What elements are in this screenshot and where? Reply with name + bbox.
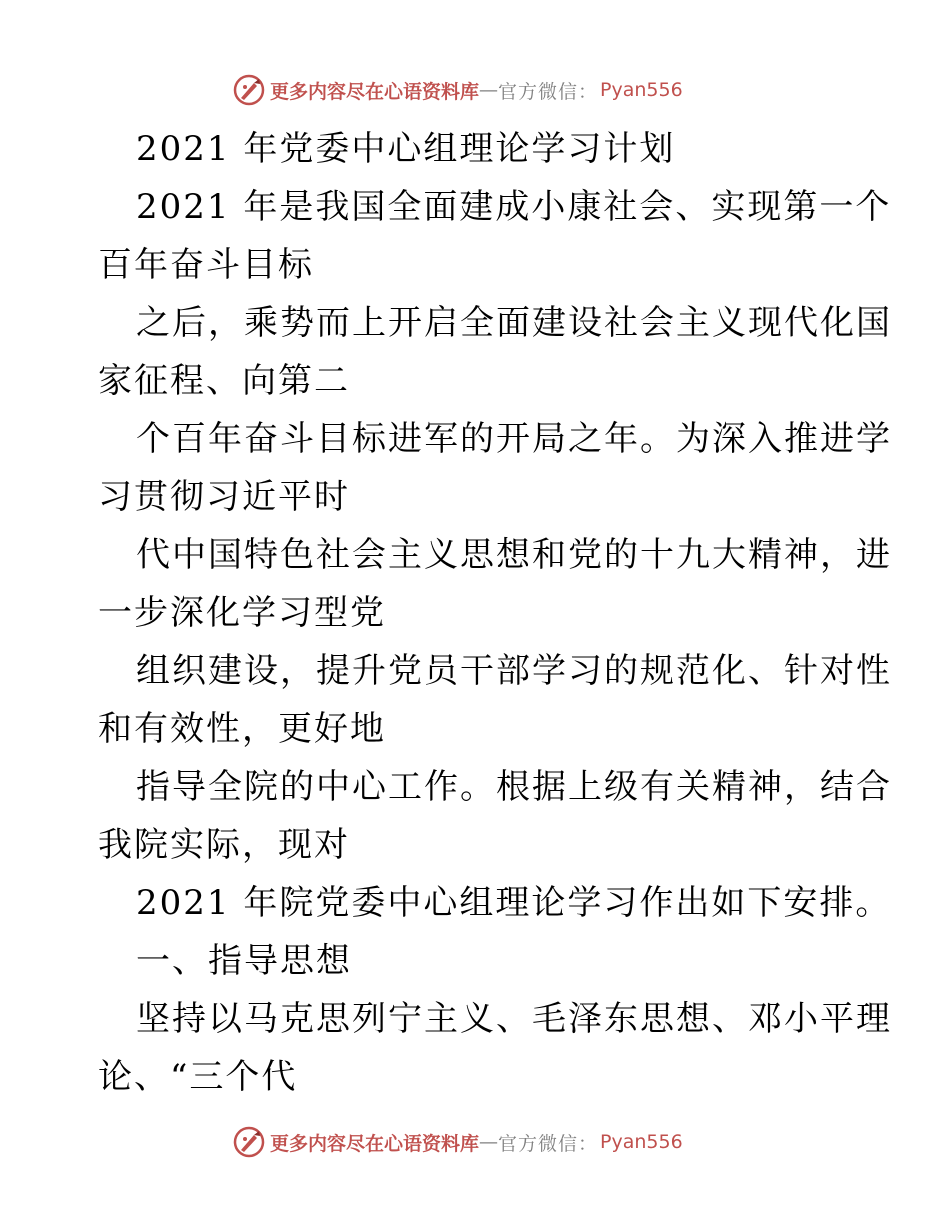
watermark-wechat-id: Pyan556 — [600, 79, 683, 101]
paragraph-line: 论、“三个代 — [98, 1057, 298, 1097]
paragraph-line: 个百年奋斗目标进军的开局之年。为深入推进学 — [136, 419, 892, 459]
paragraph-line: 家征程、向第二 — [98, 361, 350, 401]
watermark-text: 更多内容尽在心语资料库 — [270, 1132, 480, 1155]
paragraph-line: 和有效性，更好地 — [98, 709, 386, 749]
document-title: 2021 年党委中心组理论学习计划 — [136, 129, 676, 169]
watermark-separator: — — [479, 1131, 499, 1153]
paragraph-line: 一步深化学习型党 — [98, 593, 386, 633]
paragraph-line: 代中国特色社会主义思想和党的十九大精神，进 — [136, 535, 892, 575]
paragraph-line: 指导全院的中心工作。根据上级有关精神，结合 — [136, 767, 892, 807]
header-watermark — [232, 70, 683, 110]
paragraph-line: 之后，乘势而上开启全面建设社会主义现代化国 — [136, 303, 892, 343]
paragraph-line: 百年奋斗目标 — [98, 245, 314, 285]
paragraph-line: 习贯彻习近平时 — [98, 477, 350, 517]
quill-logo-icon — [232, 73, 266, 107]
section-heading: 一、指导思想 — [136, 941, 352, 981]
footer-watermark — [232, 1122, 683, 1162]
paragraph-line: 2021 年是我国全面建成小康社会、实现第一个 — [136, 187, 892, 227]
paragraph-line: 2021 年院党委中心组理论学习作出如下安排。 — [136, 883, 892, 923]
watermark-official-label: 官方微信： — [498, 1132, 599, 1155]
watermark-wechat-id: Pyan556 — [600, 1131, 683, 1153]
paragraph-line: 坚持以马克思列宁主义、毛泽东思想、邓小平理 — [136, 999, 892, 1039]
document-body — [98, 120, 892, 1106]
watermark-official-label: 官方微信： — [498, 80, 599, 103]
watermark-separator: — — [479, 79, 499, 101]
quill-logo-icon — [232, 1125, 266, 1159]
paragraph-line: 组织建设，提升党员干部学习的规范化、针对性 — [136, 651, 892, 691]
watermark-text: 更多内容尽在心语资料库 — [270, 80, 480, 103]
paragraph-line: 我院实际，现对 — [98, 825, 350, 865]
